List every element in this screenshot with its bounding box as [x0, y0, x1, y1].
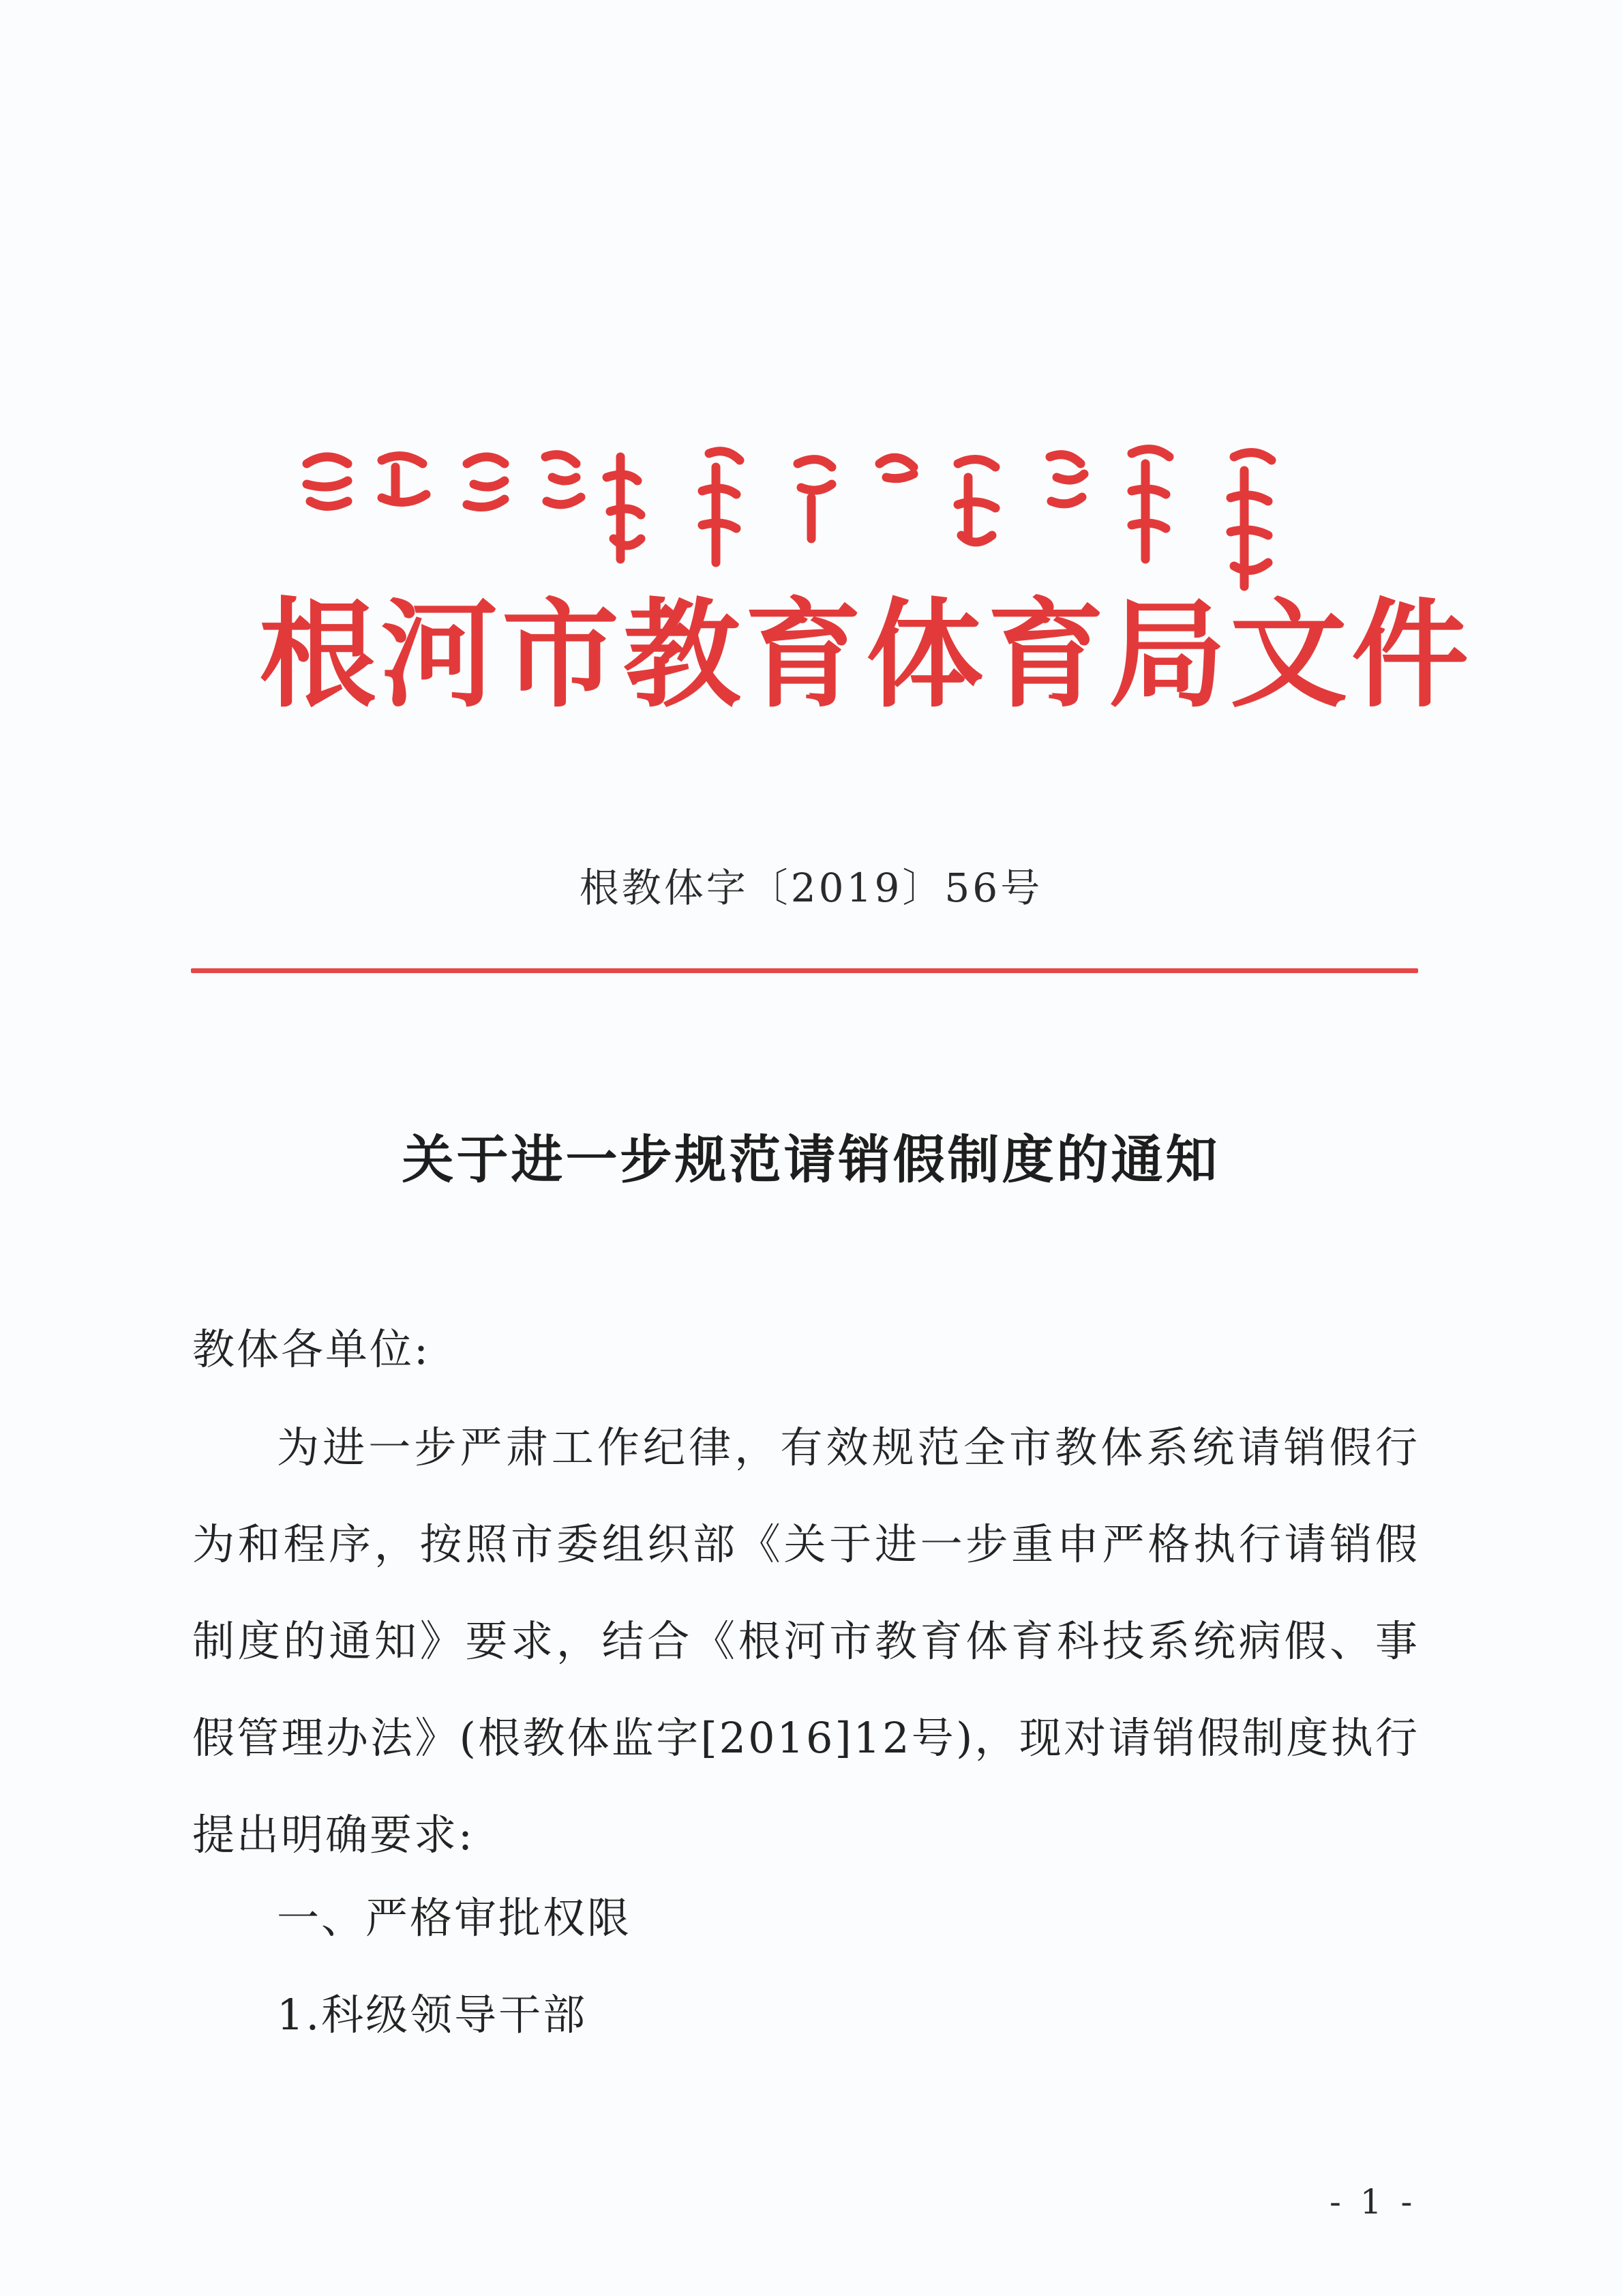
subsection-heading: 1.科级领导干部 [277, 1990, 588, 2040]
section-heading: 一、严格审批权限 [277, 1893, 632, 1943]
body-paragraph: 为进一步严肃工作纪律，有效规范全市教体系统请销假行为和程序，按照市委组织部《关于进一步重申严格执行请销假制度的通知》要求，结合《根河市教育体育科技系统病假、事假管理办法》(根教体监字[2016]12号)，现对请销假制度执行提出明确要求: [192, 1422, 1420, 1860]
salutation: 教体各单位: [192, 1324, 430, 1374]
mongolian-script-header [293, 436, 1336, 593]
document-number: 根教体字〔2019〕56号 [579, 865, 1043, 911]
mongolian-script-glyphs [293, 436, 1336, 593]
page-number: - 1 - [1330, 2182, 1417, 2222]
notice-title: 关于进一步规范请销假制度的通知 [402, 1129, 1220, 1190]
red-divider-line [191, 968, 1418, 973]
document-issuer-title: 根河市教育体育局文件 [259, 586, 1473, 724]
